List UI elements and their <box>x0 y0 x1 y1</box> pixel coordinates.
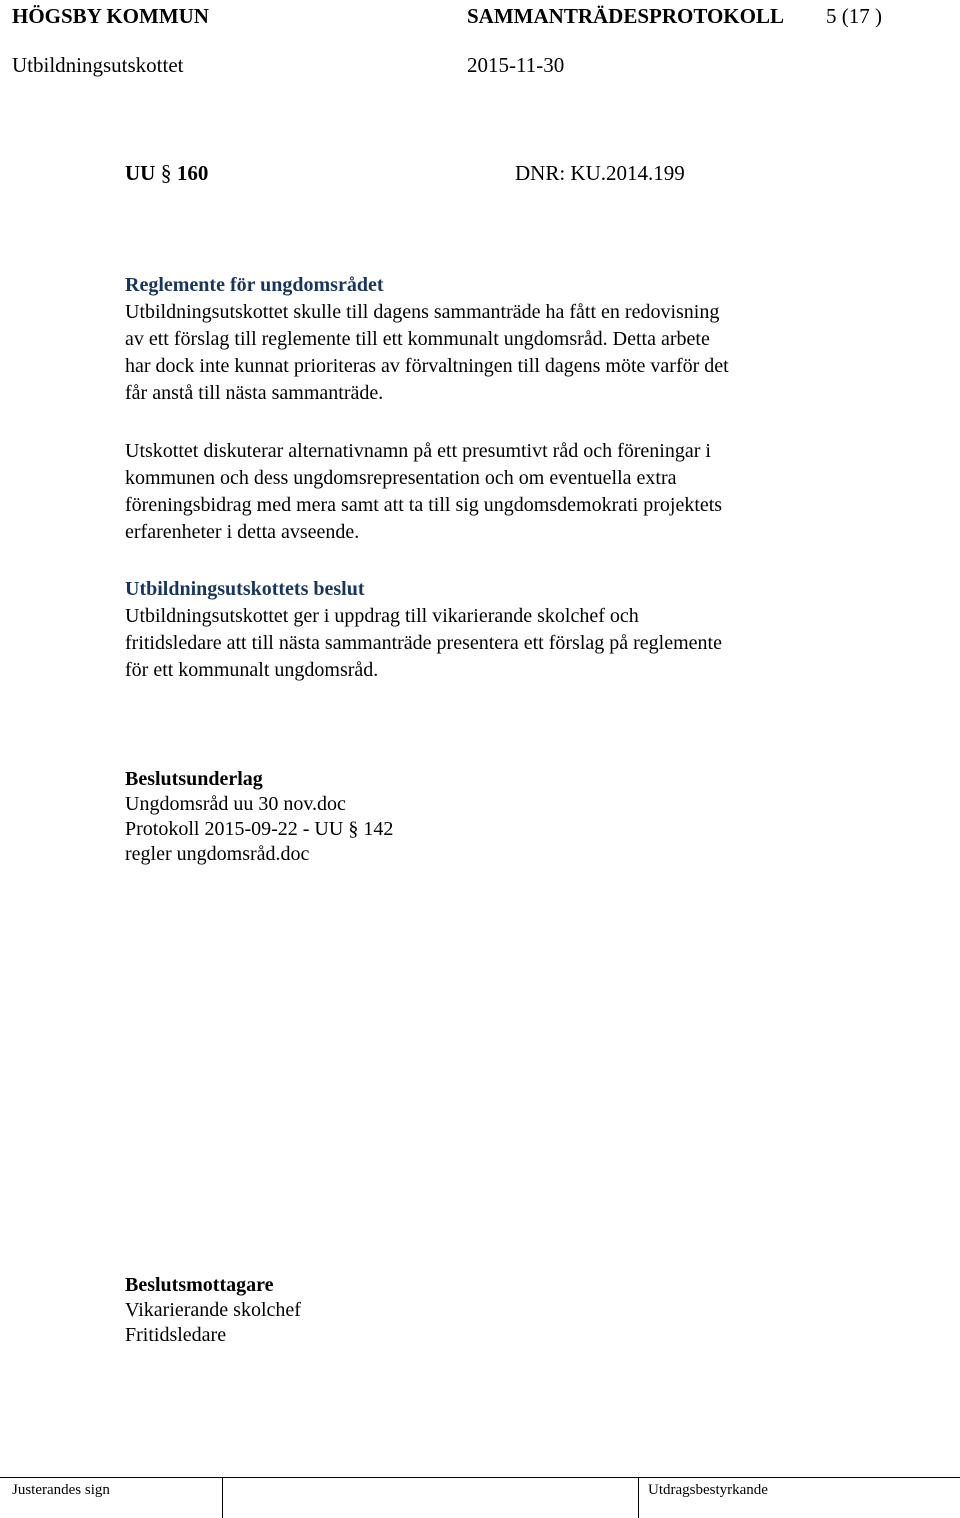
basis-item: Ungdomsråd uu 30 nov.doc <box>125 793 346 815</box>
basis-heading: Beslutsunderlag <box>125 768 263 790</box>
committee-name: Utbildningsutskottet <box>12 53 184 77</box>
adjuster-sign-label: Justerandes sign <box>12 1482 110 1498</box>
decision-block <box>125 576 925 684</box>
paragraph-1-line: av ett förslag till reglemente till ett kommunalt ungdomsråd. Detta arbete <box>125 328 710 350</box>
decision-line: fritidsledare att till nästa sammanträde presentera ett förslag på reglemente <box>125 632 722 654</box>
signature-footer <box>0 1477 960 1518</box>
section-symbol: § <box>160 160 172 185</box>
paragraph-number: 160 <box>176 161 209 185</box>
paragraph-1-line: Utbildningsutskottet skulle till dagens sammanträde ha fått en redovisning <box>125 301 720 323</box>
paragraph-2-line: kommunen och dess ungdomsrepresentation och om eventuella extra <box>125 467 677 489</box>
paragraph-1-line: får anstå till nästa sammanträde. <box>125 382 384 404</box>
paragraph-1-line: har dock inte kunnat prioriteras av förvaltningen till dagens möte varför det <box>125 355 729 377</box>
decision-line: Utbildningsutskottet ger i uppdrag till vikarierande skolchef och <box>125 605 639 627</box>
case-dnr: DNR: KU.2014.199 <box>515 161 685 185</box>
footer-divider <box>222 1478 223 1518</box>
page-number: 5 (17 ) <box>826 4 882 28</box>
recipients-heading: Beslutsmottagare <box>125 1274 274 1296</box>
footer-divider <box>638 1478 639 1518</box>
meeting-date: 2015-11-30 <box>467 53 565 77</box>
section-block <box>125 272 925 407</box>
basis-item: Protokoll 2015-09-22 - UU § 142 <box>125 818 394 840</box>
recipients-block <box>125 1273 925 1348</box>
basis-item: regler ungdomsråd.doc <box>125 843 310 865</box>
paragraph-1 <box>125 299 925 407</box>
paragraph-2-line: föreningsbidrag med mera samt att ta till sig ungdomsdemokrati projektets <box>125 494 723 516</box>
organization-name: HÖGSBY KOMMUN <box>12 4 209 28</box>
paragraph-prefix: UU <box>125 161 156 185</box>
section-title: Reglemente för ungdomsrådet <box>125 274 384 296</box>
decision-heading: Utbildningsutskottets beslut <box>125 578 365 600</box>
paragraph-2-line: erfarenheter i detta avseende. <box>125 521 360 543</box>
decision-line: för ett kommunalt ungdomsråd. <box>125 659 379 681</box>
recipient-item: Fritidsledare <box>125 1324 227 1346</box>
basis-block <box>125 767 925 867</box>
case-paragraph <box>125 160 208 186</box>
document-type: SAMMANTRÄDESPROTOKOLL <box>467 4 784 28</box>
recipient-item: Vikarierande skolchef <box>125 1299 301 1321</box>
extract-certify-label: Utdragsbestyrkande <box>648 1482 768 1498</box>
paragraph-2 <box>125 438 925 546</box>
paragraph-2-line: Utskottet diskuterar alternativnamn på ett presumtivt råd och föreningar i <box>125 440 711 462</box>
